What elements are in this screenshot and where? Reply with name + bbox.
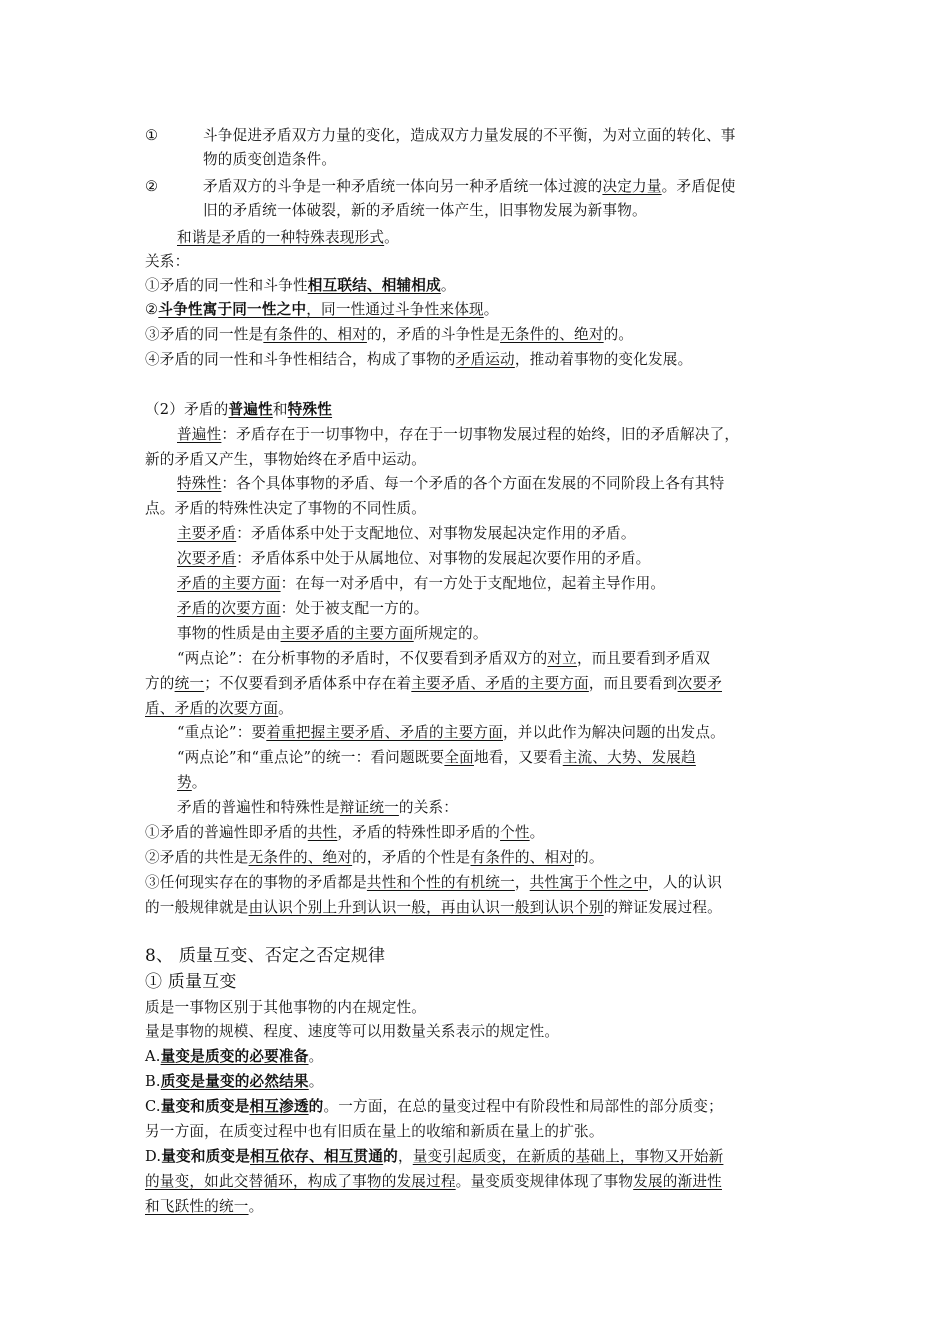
underlined-term: 主要矛盾: [177, 525, 237, 542]
underlined-term: 主要矛盾、矛盾的主要方面: [411, 675, 589, 692]
bold-underlined-term: 相互依存、相互贯通: [250, 1148, 384, 1165]
underlined-term: 着重把握主要矛盾、矛盾的主要方面: [266, 724, 503, 741]
item-2-number: ②: [145, 178, 159, 195]
point-3-line-1: ③任何现实存在的事物的矛盾都是共性和个性的有机统一，共性寓于个性之中，人的认识: [145, 874, 723, 891]
universality-line-2: 新的矛盾又产生，事物始终在矛盾中运动。: [145, 451, 427, 468]
underlined-term: 全面: [444, 749, 474, 766]
relation-1: ①矛盾的同一性和斗争性相互联结、相辅相成。: [145, 277, 456, 294]
point-2: ②矛盾的共性是无条件的、绝对的，矛盾的个性是有条件的、相对的。: [145, 849, 604, 866]
bold-underlined-term: 普遍性: [228, 401, 273, 418]
unity-line-2: 势。: [177, 774, 207, 791]
bold-underlined-term: 相互联结、相辅相成: [307, 277, 441, 294]
section-2-title: （2）矛盾的普遍性和特殊性: [145, 401, 333, 418]
underlined-term: 盾、矛盾的次要方面: [145, 700, 279, 717]
underlined-term: 无条件的、绝对: [248, 849, 353, 866]
underlined-term: 有条件的、相对: [470, 849, 575, 866]
underlined-term: 矛盾运动: [455, 351, 515, 368]
nature-line: 事物的性质是由主要矛盾的主要方面所规定的。: [177, 625, 488, 642]
key-point-theory: “重点论”：要着重把握主要矛盾、矛盾的主要方面，并以此作为解决问题的出发点。: [177, 724, 725, 741]
underlined-term: 主流、大势、发展趋: [562, 749, 696, 766]
item-2-line-1: 矛盾双方的斗争是一种矛盾统一体向另一种矛盾统一体过渡的决定力量。矛盾促使: [203, 178, 736, 195]
underlined-term: 无条件的、绝对: [500, 326, 604, 343]
underlined-term: 普遍性: [177, 426, 222, 443]
secondary-contradiction: 次要矛盾：矛盾体系中处于从属地位、对事物的发展起次要作用的矛盾。: [177, 550, 651, 567]
two-point-theory-line-2: 方的统一；不仅要看到矛盾体系中存在着主要矛盾、矛盾的主要方面，而且要看到次要矛: [145, 675, 722, 692]
bold-underlined-term: 相互渗透: [249, 1098, 309, 1115]
bold-underlined-term: 质变是量变的必然结果: [160, 1073, 309, 1090]
section-8-heading: 8、 质量互变、否定之否定规律: [145, 946, 386, 966]
harmony-line: 和谐是矛盾的一种特殊表现形式。: [177, 229, 399, 246]
underlined-term: 发展的渐进性: [633, 1173, 722, 1190]
underlined-term: 由认识个别上升到认识一般，再由认识一般到认识个别: [248, 899, 604, 916]
bold-underlined-term: 量变是质变的必要准备: [160, 1048, 309, 1065]
point-1: ①矛盾的普遍性即矛盾的共性，矛盾的特殊性即矛盾的个性。: [145, 824, 545, 841]
underlined-term: 势: [177, 774, 192, 791]
section-8-subheading: ① 质量互变: [145, 972, 237, 992]
item-1-line-1: 斗争促进矛盾双方力量的变化，造成双方力量发展的不平衡，为对立面的转化、事: [203, 127, 736, 144]
underlined-term: 次要矛: [677, 675, 722, 692]
secondary-aspect: 矛盾的次要方面：处于被支配一方的。: [177, 600, 429, 617]
underlined-term: 矛盾的次要方面: [177, 600, 281, 617]
point-3-line-2: 的一般规律就是由认识个别上升到认识一般，再由认识一般到认识个别的辩证发展过程。: [145, 899, 722, 916]
underlined-term: 和飞跃性的统一: [145, 1198, 249, 1215]
underlined-term: 的量变，如此交替循环，构成了事物的发展过程: [145, 1173, 456, 1190]
point-a: A.量变是质变的必要准备。: [145, 1048, 324, 1065]
point-c-line-1: C.量变和质变是相互渗透的。一方面，在总的量变过程中有阶段性和局部性的部分质变；: [145, 1098, 723, 1115]
underlined-term: ，同一性通过斗争性来体现: [306, 301, 484, 318]
underlined-term: 对立: [547, 650, 577, 667]
underlined-term: 个性: [500, 824, 530, 841]
point-c-line-2: 另一方面，在质变过程中也有旧质在量上的收缩和新质在量上的扩张。: [145, 1123, 604, 1140]
underlined-term: 量变引起质变，在新质的基础上，事物又开始新: [412, 1148, 724, 1165]
quantity-definition: 量是事物的规模、程度、速度等可以用数量关系表示的规定性。: [145, 1023, 560, 1040]
universality-line-1: 普遍性：矛盾存在于一切事物中，存在于一切事物发展过程的始终，旧的矛盾解决了，: [177, 426, 740, 443]
underlined-term: 有条件的、相对: [263, 326, 367, 343]
particularity-line-1: 特殊性：各个具体事物的矛盾、每一个矛盾的各个方面在发展的不同阶段上各有其特: [177, 475, 725, 492]
principal-contradiction: 主要矛盾：矛盾体系中处于支配地位、对事物发展起决定作用的矛盾。: [177, 525, 636, 542]
point-d-line-1: D.量变和质变是相互依存、相互贯通的，量变引起质变，在新质的基础上，事物又开始新: [145, 1148, 724, 1165]
underlined-term: 辩证统一: [339, 799, 399, 816]
principal-aspect: 矛盾的主要方面：在每一对矛盾中，有一方处于支配地位，起着主导作用。: [177, 575, 666, 592]
point-b: B.质变是量变的必然结果。: [145, 1073, 324, 1090]
relations-title: 关系：: [145, 253, 190, 270]
underlined-term: 共性和个性的有机统一: [366, 874, 515, 891]
item-2-line-2: 旧的矛盾统一体破裂，新的矛盾统一体产生，旧事物发展为新事物。: [203, 202, 647, 219]
underlined-term: 共性寓于个性之中: [529, 874, 649, 891]
underlined-term: 矛盾的主要方面: [177, 575, 281, 592]
underlined-term: 决定力量: [602, 178, 662, 195]
relation-3: ③矛盾的同一性是有条件的、相对的，矛盾的斗争性是无条件的、绝对的。: [145, 326, 634, 343]
relation-4: ④矛盾的同一性和斗争性相结合，构成了事物的矛盾运动，推动着事物的变化发展。: [145, 351, 693, 368]
underlined-term: 次要矛盾: [177, 550, 237, 567]
quality-definition: 质是一事物区别于其他事物的内在规定性。: [145, 999, 427, 1016]
bold-underlined-term: 斗争性寓于同一性之中: [158, 301, 307, 318]
unity-line-1: “两点论”和“重点论”的统一：看问题既要全面地看，又要看主流、大势、发展趋: [177, 749, 696, 766]
point-d-line-3: 和飞跃性的统一。: [145, 1198, 264, 1215]
point-d-line-2: 的量变，如此交替循环，构成了事物的发展过程。量变质变规律体现了事物发展的渐进性: [145, 1173, 722, 1190]
item-1-number: ①: [145, 127, 159, 144]
relation-2: ②斗争性寓于同一性之中，同一性通过斗争性来体现。: [145, 301, 499, 318]
underlined-term: 共性: [307, 824, 338, 841]
two-point-theory-line-3: 盾、矛盾的次要方面。: [145, 700, 293, 717]
underlined-term: 统一: [174, 675, 205, 692]
underlined-term: 和谐是矛盾的一种特殊表现形式: [177, 229, 385, 246]
dialectical-unity-line: 矛盾的普遍性和特殊性是辩证统一的关系：: [177, 799, 459, 816]
item-1-line-2: 物的质变创造条件。: [203, 151, 337, 168]
underlined-term: 特殊性: [177, 475, 222, 492]
two-point-theory-line-1: “两点论”：在分析事物的矛盾时，不仅要看到矛盾双方的对立，而且要看到矛盾双: [177, 650, 711, 667]
bold-underlined-term: 特殊性: [287, 401, 333, 418]
underlined-term: 主要矛盾的主要方面: [280, 625, 414, 642]
particularity-line-2: 点。矛盾的特殊性决定了事物的不同性质。: [145, 500, 427, 517]
